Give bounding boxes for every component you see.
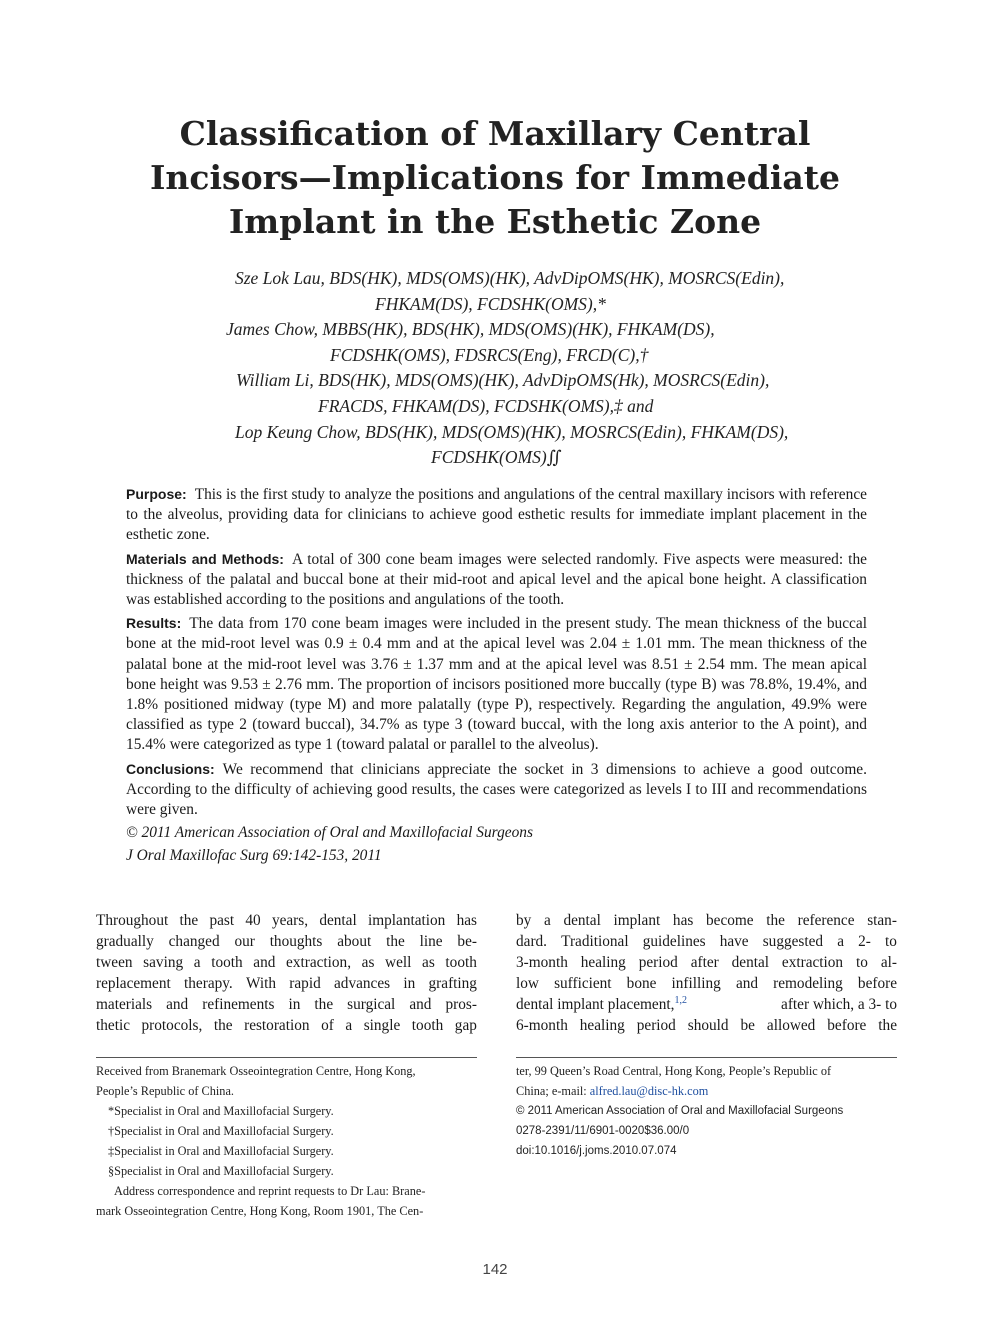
citation-link[interactable]: 1,2 <box>674 995 687 1006</box>
abstract <box>126 484 867 870</box>
email-label: China; e-mail: <box>516 1084 590 1098</box>
author-line: Sze Lok Lau, BDS(HK), MDS(OMS)(HK), AdvDipOMS(HK), MOSRCS(Edin), <box>235 268 785 288</box>
author-list <box>180 266 900 471</box>
journal-citation: J Oral Maxillofac Surg 69:142-153, 2011 <box>126 847 382 865</box>
body-line: tween saving a tooth and extraction, as well as tooth <box>96 954 477 971</box>
copyright-line: © 2011 American Association of Oral and Maxillofacial Surgeons <box>516 1105 844 1117</box>
footnote-divider <box>516 1057 897 1058</box>
body-line: 6-month healing period should be allowed before the <box>516 1017 897 1034</box>
body-text: dental implant placement, <box>516 996 675 1013</box>
doi-line[interactable]: doi:10.1016/j.joms.2010.07.074 <box>516 1145 677 1157</box>
abstract-purpose <box>126 484 867 546</box>
author-line: FCDSHK(OMS)∬ <box>431 447 562 468</box>
title-line: Incisors—Implications for Immediate <box>149 158 841 197</box>
footnote-line: Address correspondence and reprint requests to Dr Lau: Brane- <box>114 1184 426 1198</box>
author-line: William Li, BDS(HK), MDS(OMS)(HK), AdvDipOMS(Hk), MOSRCS(Edin), <box>236 370 770 391</box>
author-line: FHKAM(DS), FCDSHK(OMS),* <box>375 293 606 314</box>
author-line: James Chow, MBBS(HK), BDS(HK), MDS(OMS)(HK), FHKAM(DS), <box>226 319 715 340</box>
footnote-line: †Specialist in Oral and Maxillofacial Surgery. <box>108 1124 334 1138</box>
conclusions-label: Conclusions: <box>126 760 215 777</box>
footnote-line: People’s Republic of China. <box>96 1084 234 1098</box>
issn-line: 0278-2391/11/6901-0020$36.00/0 <box>516 1125 690 1137</box>
footnotes-left <box>96 1061 477 1221</box>
footnote-line: ter, 99 Queen’s Road Central, Hong Kong, People’s Republic of <box>516 1064 832 1078</box>
abstract-methods <box>126 549 867 611</box>
body-text: after which, a 3- to <box>781 996 897 1013</box>
abstract-copyright: © 2011 American Association of Oral and Maxillofacial Surgeons <box>126 824 533 842</box>
results-text: The data from 170 cone beam images were included in the present study. The mean thickness of the buccal bone at the mid-root level was 0.9 ± 0.4 mm and at the apical level was 2.04 ± 1.01 mm. The mean thickness of the palatal bone at the mid-root level was 3.76 ± 1.37 mm and at the apical level was 8.51 ± 2.54 mm. The mean apical bone height was 9.53 ± 2.76 mm. The proportion of incisors positioned more buccally (type B) was 78.8%, 19.4%, and 1.8% positioned midway (type M) and more palatally (type P), respectively. Regarding the angulation, 49.9% were classified as type 2 (toward buccal), 34.7% as type 3 (toward buccal, with the long axis anterior to the A point), and 15.4% were categorized as type 1 (toward palatal or parallel to the alveolus). <box>126 615 867 754</box>
body-line: thetic protocols, the restoration of a single tooth gap <box>96 1017 477 1034</box>
footnote-line: §Specialist in Oral and Maxillofacial Surgery. <box>108 1164 334 1178</box>
conclusions-text: We recommend that clinicians appreciate the socket in 3 dimensions to achieve a good outcome. According to the difficulty of achieving good results, the cases were categorized as levels I to III and recommendations were given. <box>126 760 867 819</box>
footnote-line: ‡Specialist in Oral and Maxillofacial Surgery. <box>108 1144 334 1158</box>
purpose-label: Purpose: <box>126 486 187 502</box>
title-line: Classification of Maxillary Central <box>179 114 811 153</box>
article-title <box>100 112 890 244</box>
abstract-conclusions <box>126 759 867 821</box>
footnote-divider <box>96 1057 477 1058</box>
author-line: FCDSHK(OMS), FDSRCS(Eng), FRCD(C),† <box>330 344 649 365</box>
methods-label: Materials and Methods: <box>126 550 284 567</box>
body-line: dard. Traditional guidelines have suggested a 2- to <box>516 933 897 950</box>
body-line: low sufficient bone infilling and remodeling before <box>516 975 897 992</box>
email-link[interactable]: alfred.lau@disc-hk.com <box>589 1084 709 1098</box>
title-line: Implant in the Esthetic Zone <box>228 202 762 241</box>
author-line: Lop Keung Chow, BDS(HK), MDS(OMS)(HK), MOSRCS(Edin), FHKAM(DS), <box>235 421 789 442</box>
results-label: Results: <box>126 615 182 632</box>
author-line: FRACDS, FHKAM(DS), FCDSHK(OMS),‡ and <box>318 395 654 416</box>
footnote-line: Received from Branemark Osseointegration Centre, Hong Kong, <box>96 1064 416 1078</box>
page-number: 142 <box>482 1261 508 1278</box>
footnotes-right <box>516 1061 897 1161</box>
methods-text: A total of 300 cone beam images were selected randomly. Five aspects were measured: the thickness of the palatal and buccal bone at their mid-root and apical level and the apical bone height. A classification was established according to the positions and angulations of the tooth. <box>126 550 867 609</box>
body-line: gradually changed our thoughts about the line be- <box>96 933 477 950</box>
body-line: by a dental implant has become the reference stan- <box>516 912 897 929</box>
body-line: materials and refinements in the surgical and pros- <box>96 996 477 1013</box>
body-column-right <box>516 910 897 1036</box>
body-line <box>516 994 897 1015</box>
footnote-line <box>516 1081 897 1101</box>
body-line: Throughout the past 40 years, dental implantation has <box>96 912 477 929</box>
footnote-line: mark Osseointegration Centre, Hong Kong, Room 1901, The Cen- <box>96 1204 424 1218</box>
purpose-text: This is the first study to analyze the positions and angulations of the central maxillary incisors with reference to the alveolus, providing data for clinicians to achieve good esthetic results for immediate implant placement in the esthetic zone. <box>126 486 867 544</box>
body-line: 3-month healing period after dental extraction to al- <box>516 954 897 971</box>
abstract-results <box>126 613 867 755</box>
body-column-left <box>96 910 477 1036</box>
body-line: replacement therapy. With rapid advances in grafting <box>96 975 477 992</box>
footnote-line: *Specialist in Oral and Maxillofacial Surgery. <box>108 1104 334 1118</box>
